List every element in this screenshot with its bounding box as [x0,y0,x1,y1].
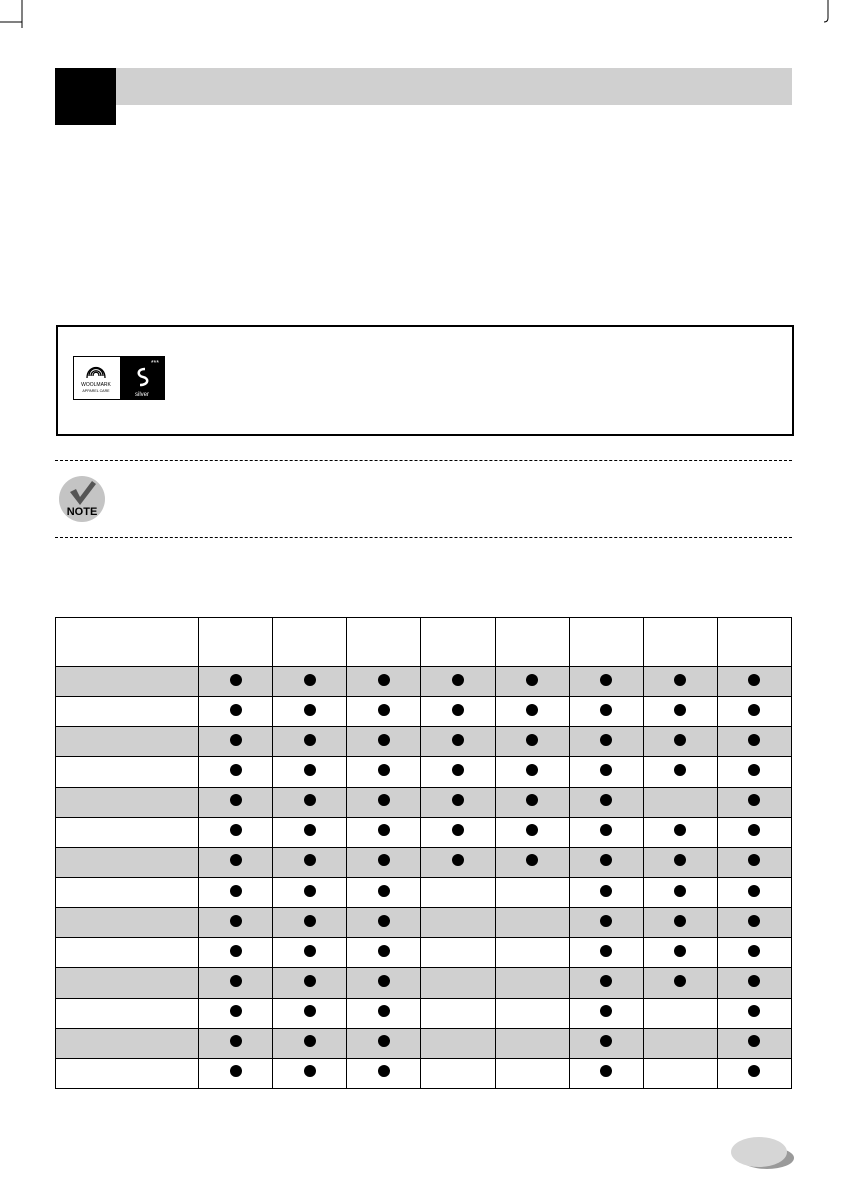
bullet-dot-icon [674,975,686,987]
bullet-dot-icon [378,854,390,866]
mark-cell [421,847,495,877]
row-label-cell [56,757,199,787]
mark-cell [347,1028,421,1058]
mark-cell [199,817,273,847]
mark-cell [199,787,273,817]
row-label-cell [56,1058,199,1088]
header-cell [199,618,273,667]
mark-cell [421,877,495,907]
bullet-dot-icon [378,674,390,686]
mark-cell [717,938,791,968]
mark-cell [421,938,495,968]
note-label: NOTE [66,506,98,518]
bullet-dot-icon [748,734,760,746]
mark-cell [273,847,347,877]
row-label-cell [56,727,199,757]
mark-cell [495,817,569,847]
header-cell [495,618,569,667]
mark-cell [717,757,791,787]
bullet-dot-icon [526,674,538,686]
bullet-dot-icon [748,854,760,866]
table-row [56,998,792,1028]
bullet-dot-icon [378,915,390,927]
bullet-dot-icon [674,945,686,957]
mark-cell [569,667,643,697]
table-header-row [56,618,792,667]
table-row [56,787,792,817]
mark-cell [199,727,273,757]
bullet-dot-icon [452,704,464,716]
bullet-dot-icon [304,885,316,897]
bullet-dot-icon [600,1065,612,1077]
mark-cell [643,877,717,907]
bullet-dot-icon [674,734,686,746]
mark-cell [421,1028,495,1058]
mark-cell [347,727,421,757]
mark-cell [643,998,717,1028]
bullet-dot-icon [526,854,538,866]
bullet-dot-icon [452,824,464,836]
mark-cell [199,877,273,907]
mark-cell [199,968,273,998]
bullet-dot-icon [748,674,760,686]
mark-cell [199,908,273,938]
mark-cell [643,667,717,697]
mark-cell [347,877,421,907]
mark-cell [421,787,495,817]
mark-cell [643,1028,717,1058]
table-row [56,877,792,907]
woolmark-stars: *** [150,360,159,367]
mark-cell [495,998,569,1028]
bullet-dot-icon [304,674,316,686]
bullet-dot-icon [748,1065,760,1077]
bullet-dot-icon [748,1035,760,1047]
mark-cell [717,968,791,998]
row-label-cell [56,1028,199,1058]
bullet-dot-icon [378,1035,390,1047]
mark-cell [273,817,347,847]
bullet-dot-icon [304,945,316,957]
bullet-dot-icon [600,1005,612,1017]
crop-mark [0,0,850,40]
mark-cell [347,757,421,787]
mark-cell [495,1058,569,1088]
mark-cell [569,847,643,877]
note-check-icon [58,475,106,523]
mark-cell [495,938,569,968]
mark-cell [643,757,717,787]
bullet-dot-icon [304,1035,316,1047]
table-row [56,727,792,757]
wash-program-table [55,617,792,1089]
section-number-box [55,68,116,125]
woolmark-text: WOOLMARK [81,382,111,388]
bullet-dot-icon [304,854,316,866]
mark-cell [273,877,347,907]
mark-cell [717,1028,791,1058]
mark-cell [421,667,495,697]
bullet-dot-icon [674,824,686,836]
woolmark-sub-text: APPAREL CARE [82,389,110,393]
mark-cell [717,727,791,757]
bullet-dot-icon [230,885,242,897]
mark-cell [717,787,791,817]
mark-cell [569,877,643,907]
mark-cell [495,787,569,817]
mark-cell [643,938,717,968]
bullet-dot-icon [600,854,612,866]
mark-cell [495,697,569,727]
mark-cell [495,757,569,787]
bullet-dot-icon [526,824,538,836]
row-label-cell [56,697,199,727]
mark-cell [347,787,421,817]
table-row [56,968,792,998]
header-cell [273,618,347,667]
mark-cell [569,938,643,968]
bullet-dot-icon [600,794,612,806]
mark-cell [347,908,421,938]
bullet-dot-icon [378,885,390,897]
mark-cell [569,908,643,938]
mark-cell [495,908,569,938]
mark-cell [717,1058,791,1088]
bullet-dot-icon [230,674,242,686]
header-cell [421,618,495,667]
bullet-dot-icon [230,824,242,836]
bullet-dot-icon [378,734,390,746]
mark-cell [569,697,643,727]
bullet-dot-icon [748,885,760,897]
bullet-dot-icon [526,734,538,746]
row-label-cell [56,847,199,877]
mark-cell [273,1058,347,1088]
bullet-dot-icon [748,704,760,716]
row-label-cell [56,908,199,938]
bullet-dot-icon [674,885,686,897]
mark-cell [421,727,495,757]
table-body [56,667,792,1089]
table-row [56,757,792,787]
mark-cell [643,727,717,757]
bullet-dot-icon [748,764,760,776]
mark-cell [347,697,421,727]
bullet-dot-icon [304,734,316,746]
bullet-dot-icon [304,794,316,806]
bullet-dot-icon [452,674,464,686]
note-top-divider [55,460,792,461]
mark-cell [643,968,717,998]
bullet-dot-icon [674,915,686,927]
mark-cell [421,757,495,787]
bullet-dot-icon [600,734,612,746]
bullet-dot-icon [378,704,390,716]
bullet-dot-icon [600,915,612,927]
mark-cell [347,817,421,847]
table-row [56,1058,792,1088]
note-bottom-divider [55,537,792,538]
mark-cell [717,667,791,697]
mark-cell [643,847,717,877]
bullet-dot-icon [526,794,538,806]
bullet-dot-icon [452,764,464,776]
bullet-dot-icon [748,1005,760,1017]
woolmark-notice-box [56,325,794,436]
mark-cell [347,847,421,877]
table-row [56,697,792,727]
bullet-dot-icon [600,824,612,836]
mark-cell [273,1028,347,1058]
mark-cell [717,697,791,727]
mark-cell [717,908,791,938]
bullet-dot-icon [230,704,242,716]
mark-cell [273,727,347,757]
bullet-dot-icon [230,794,242,806]
mark-cell [347,1058,421,1088]
bullet-dot-icon [674,674,686,686]
header-cell [717,618,791,667]
header-cell [569,618,643,667]
bullet-dot-icon [304,764,316,776]
mark-cell [643,697,717,727]
bullet-dot-icon [600,975,612,987]
row-label-cell [56,787,199,817]
mark-cell [717,817,791,847]
mark-cell [199,697,273,727]
row-label-cell [56,817,199,847]
bullet-dot-icon [748,794,760,806]
mark-cell [643,787,717,817]
mark-cell [569,817,643,847]
bullet-dot-icon [304,824,316,836]
mark-cell [347,998,421,1028]
mark-cell [717,847,791,877]
bullet-dot-icon [378,1065,390,1077]
mark-cell [569,757,643,787]
row-label-cell [56,667,199,697]
mark-cell [199,938,273,968]
mark-cell [643,908,717,938]
mark-cell [199,667,273,697]
bullet-dot-icon [230,975,242,987]
bullet-dot-icon [600,945,612,957]
mark-cell [199,757,273,787]
mark-cell [569,787,643,817]
bullet-dot-icon [378,794,390,806]
bullet-dot-icon [452,854,464,866]
header-cell [56,618,199,667]
mark-cell [717,877,791,907]
mark-cell [421,908,495,938]
bullet-dot-icon [378,945,390,957]
bullet-dot-icon [230,1035,242,1047]
bullet-dot-icon [748,975,760,987]
mark-cell [495,667,569,697]
mark-cell [273,757,347,787]
row-label-cell [56,968,199,998]
bullet-dot-icon [378,975,390,987]
mark-cell [421,697,495,727]
mark-cell [421,817,495,847]
section-title-band [116,68,792,105]
header-cell [643,618,717,667]
mark-cell [495,877,569,907]
mark-cell [569,968,643,998]
bullet-dot-icon [304,975,316,987]
bullet-dot-icon [230,764,242,776]
mark-cell [495,847,569,877]
bullet-dot-icon [230,734,242,746]
header-cell [347,618,421,667]
mark-cell [495,1028,569,1058]
bullet-dot-icon [600,704,612,716]
mark-cell [717,998,791,1028]
mark-cell [199,1058,273,1088]
bullet-dot-icon [748,945,760,957]
woolmark-silver-text: silver [134,392,150,398]
mark-cell [199,847,273,877]
woolmark-silver-logo-icon [73,356,165,400]
bullet-dot-icon [304,1005,316,1017]
mark-cell [421,1058,495,1088]
mark-cell [347,938,421,968]
bullet-dot-icon [600,674,612,686]
bullet-dot-icon [600,885,612,897]
bullet-dot-icon [452,734,464,746]
row-label-cell [56,938,199,968]
mark-cell [569,727,643,757]
mark-cell [347,968,421,998]
mark-cell [643,1058,717,1088]
bullet-dot-icon [748,824,760,836]
mark-cell [199,1028,273,1058]
bullet-dot-icon [230,915,242,927]
mark-cell [569,1028,643,1058]
bullet-dot-icon [230,945,242,957]
bullet-dot-icon [674,764,686,776]
bullet-dot-icon [452,794,464,806]
bullet-dot-icon [230,854,242,866]
mark-cell [421,998,495,1028]
mark-cell [495,727,569,757]
mark-cell [273,908,347,938]
mark-cell [273,667,347,697]
row-label-cell [56,877,199,907]
bullet-dot-icon [304,915,316,927]
mark-cell [273,697,347,727]
mark-cell [643,817,717,847]
bullet-dot-icon [378,824,390,836]
bullet-dot-icon [526,764,538,776]
bullet-dot-icon [230,1005,242,1017]
bullet-dot-icon [748,915,760,927]
table-row [56,847,792,877]
bullet-dot-icon [674,854,686,866]
mark-cell [569,1058,643,1088]
mark-cell [495,968,569,998]
table-row [56,667,792,697]
mark-cell [273,938,347,968]
bullet-dot-icon [674,704,686,716]
mark-cell [273,787,347,817]
bullet-dot-icon [304,1065,316,1077]
mark-cell [421,968,495,998]
bullet-dot-icon [230,1065,242,1077]
mark-cell [273,998,347,1028]
table-row [56,1028,792,1058]
bullet-dot-icon [378,1005,390,1017]
bullet-dot-icon [526,704,538,716]
bullet-dot-icon [600,1035,612,1047]
bullet-dot-icon [600,764,612,776]
row-label-cell [56,998,199,1028]
mark-cell [347,667,421,697]
mark-cell [199,998,273,1028]
mark-cell [273,968,347,998]
table-row [56,817,792,847]
bullet-dot-icon [304,704,316,716]
bullet-dot-icon [378,764,390,776]
table-row [56,938,792,968]
table-row [56,908,792,938]
mark-cell [569,998,643,1028]
page-number-oval [729,1135,795,1171]
